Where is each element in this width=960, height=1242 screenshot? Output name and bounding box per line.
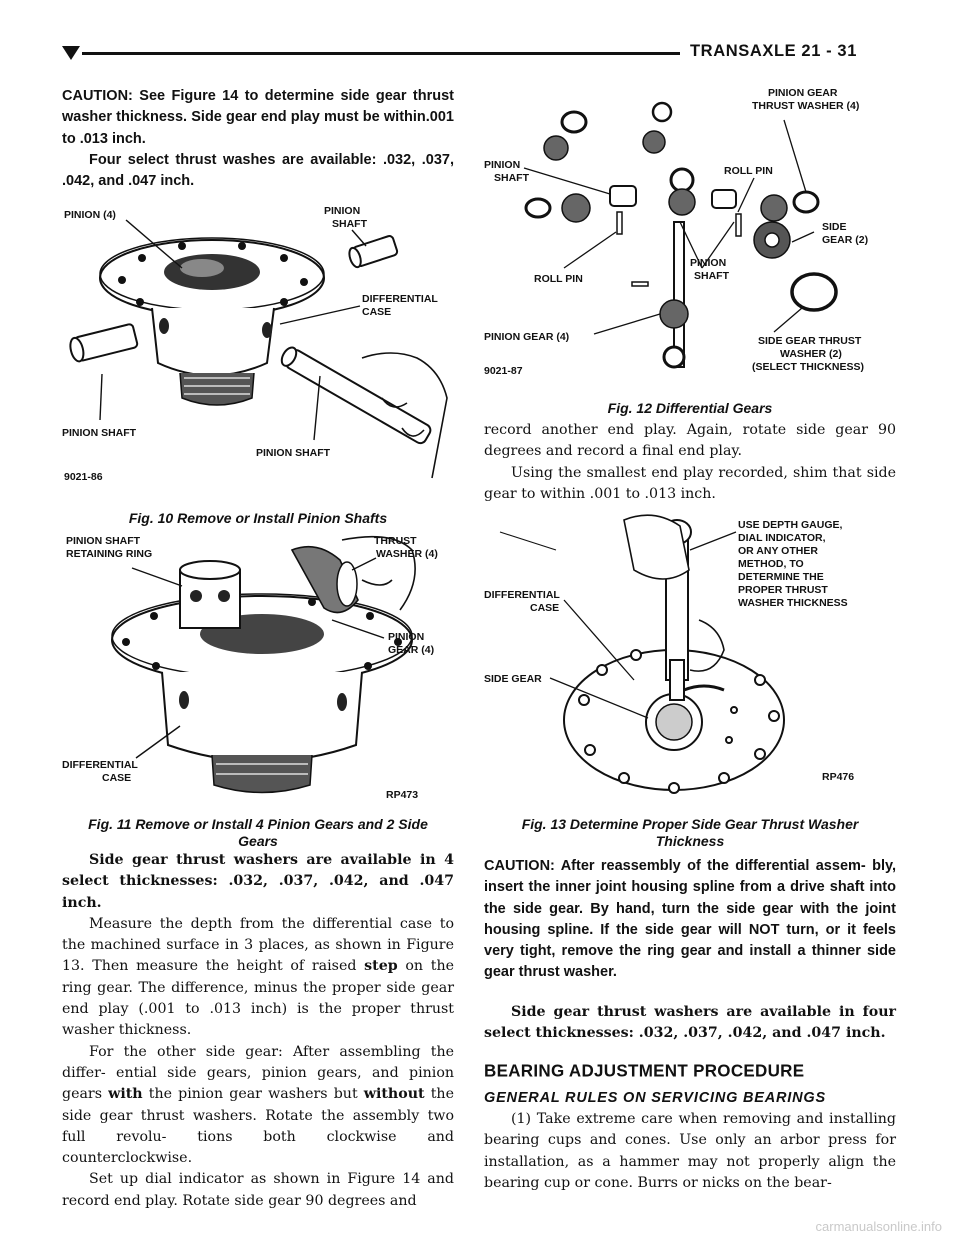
label-pinion-shaft-left: PINION SHAFT	[62, 427, 137, 439]
label-pinion-shaft-top-1: PINION	[324, 205, 361, 217]
figure-code-9021-86: 9021-86	[64, 471, 103, 483]
heading-bearing-adjustment: BEARING ADJUSTMENT PROCEDURE	[484, 1060, 805, 1081]
figure-11-caption-2: Gears	[238, 833, 278, 849]
figure-12	[484, 82, 896, 420]
caution-side-gear: CAUTION: See Figure 14 to determine side gear thrust washer thickness. Side gear end play must be within.001 to .013 inch.	[62, 88, 454, 147]
label-pinion-shaft-mid-2: SHAFT	[694, 270, 729, 282]
figure-13	[484, 510, 896, 856]
label-pinion-shaft-retaining-2: RETAINING RING	[66, 548, 153, 560]
para-measure: Measure the depth from the differential case to the machined surface in 3 places, as shown in Figure 13. Then measure the height of raised step on the ring gear. The difference, minus the proper side gear end play (.001 to .013 inch) is the proper thrust washer thickness.	[62, 915, 454, 1039]
right-column-bottom	[484, 856, 896, 1194]
label-pinion-shaft-top-2: SHAFT	[332, 218, 367, 230]
figure-11-caption-1: Fig. 11 Remove or Install 4 Pinion Gears and 2 Side	[88, 816, 428, 832]
left-column-top	[62, 86, 454, 192]
label-side-gear-thrust-3: (SELECT THICKNESS)	[752, 361, 865, 373]
heading-general-rules: GENERAL RULES ON SERVICING BEARINGS	[484, 1089, 826, 1106]
label-pinion-gear-thrust-2: THRUST WASHER (4)	[752, 100, 860, 112]
figure-12-drawing	[484, 82, 896, 400]
header-triangle-icon	[62, 46, 80, 60]
label-thrust-washer-2: WASHER (4)	[376, 548, 438, 560]
figure-13-drawing	[484, 510, 896, 806]
para-smallest-end-play: Using the smallest end play recorded, shim that side gear to within .001 to .013 inch.	[484, 464, 896, 502]
para-side-gear-4: Side gear thrust washers are available in 4 select thicknesses: .032, .037, .042, and .047 inch.	[62, 852, 454, 911]
label-use-depth-5: DETERMINE THE	[738, 571, 824, 583]
label-use-depth-6: PROPER THRUST	[738, 584, 828, 596]
label-diff-case-13-2: CASE	[530, 602, 560, 614]
header-rule	[82, 52, 680, 55]
figure-10	[62, 198, 454, 526]
figure-code-rp473: RP473	[386, 789, 419, 801]
figure-code-rp476: RP476	[822, 771, 855, 783]
figure-12-caption: Fig. 12 Differential Gears	[607, 400, 773, 416]
label-differential-case-2: CASE	[362, 306, 392, 318]
para-other-side-gear: For the other side gear: After assembling the differ- ential side gears, pinion gears, and pinion gears with the pinion gear washers but without the side gear thrust washers. Rotate the assembly two full revolu- tions both clockwise and counterclockwise.	[62, 1043, 454, 1167]
label-pinion-gear-1: PINION	[388, 631, 425, 643]
label-pinion-shaft-retaining-1: PINION SHAFT	[66, 535, 141, 547]
label-use-depth-3: OR ANY OTHER	[738, 545, 818, 557]
para-rule-1: (1) Take extreme care when removing and installing bearing cups and cones. Use only an arbor press for installation, as a hammer may not properly align the bearing cup or cone. Burrs or nicks on the bear-	[484, 1110, 896, 1191]
watermark: carmanualsonline.info	[815, 1219, 942, 1234]
label-pinion-gear-2: GEAR (4)	[388, 644, 435, 656]
label-use-depth-2: DIAL INDICATOR,	[738, 532, 826, 544]
figure-11	[62, 530, 454, 849]
label-side-gear-thrust-1: SIDE GEAR THRUST	[758, 335, 862, 347]
label-use-depth-7: WASHER THICKNESS	[738, 597, 848, 609]
label-roll-pin-top: ROLL PIN	[724, 165, 773, 177]
para-record-another: record another end play. Again, rotate side gear 90 degrees and record a final end play.	[484, 422, 896, 460]
left-column-bottom	[62, 850, 454, 1212]
label-diff-case-1: DIFFERENTIAL	[62, 759, 138, 771]
figure-13-caption-2: Thickness	[655, 833, 725, 849]
label-differential-case-1: DIFFERENTIAL	[362, 293, 438, 305]
page-title: TRANSAXLE 21 - 31	[690, 42, 857, 60]
label-side-gear-1: SIDE	[822, 221, 847, 233]
label-pinion-shaft-right: PINION SHAFT	[256, 447, 331, 459]
label-thrust-washer-1: THRUST	[374, 535, 417, 547]
figure-code-9021-87: 9021-87	[484, 365, 523, 377]
para-setup-dial: Set up dial indicator as shown in Figure 14 and record end play. Rotate side gear 90 degrees and	[62, 1171, 454, 1209]
caution-reassembly: CAUTION: After reassembly of the differential assem- bly, insert the inner joint housing spline from a drive shaft into the side gear. By hand, turn the side gear with the joint housing spline. If the side gear will NOT turn, or it feels very tight, remove the ring gear and install a thinner side gear thrust washer.	[484, 858, 896, 981]
label-pinion-shaft-1: PINION	[484, 159, 521, 171]
label-pinion-shaft-mid-1: PINION	[690, 257, 727, 269]
label-side-gear-13: SIDE GEAR	[484, 673, 542, 685]
label-diff-case-13-1: DIFFERENTIAL	[484, 589, 560, 601]
label-side-gear-thrust-2: WASHER (2)	[780, 348, 842, 360]
label-use-depth-1: USE DEPTH GAUGE,	[738, 519, 843, 531]
figure-10-caption: Fig. 10 Remove or Install Pinion Shafts	[128, 510, 388, 526]
label-roll-pin-bottom: ROLL PIN	[534, 273, 583, 285]
label-pinion-4: PINION (4)	[64, 209, 116, 221]
figure-13-caption-1: Fig. 13 Determine Proper Side Gear Thrust Washer	[521, 816, 859, 832]
figure-11-drawing	[62, 530, 454, 802]
label-use-depth-4: METHOD, TO	[738, 558, 804, 570]
label-diff-case-2: CASE	[102, 772, 132, 784]
figure-10-drawing	[62, 198, 454, 488]
label-pinion-gear-thrust-1: PINION GEAR	[768, 87, 838, 99]
select-thrust-washers: Four select thrust washes are available: .032, .037, .042, and .047 inch.	[62, 151, 454, 190]
right-column-mid	[484, 420, 896, 505]
label-pinion-gear-4: PINION GEAR (4)	[484, 331, 570, 343]
label-side-gear-2: GEAR (2)	[822, 234, 869, 246]
para-side-gear-four: Side gear thrust washers are available in four select thicknesses: .032, .037, .042, and .047 inch.	[484, 1003, 896, 1042]
label-pinion-shaft-2: SHAFT	[494, 172, 529, 184]
